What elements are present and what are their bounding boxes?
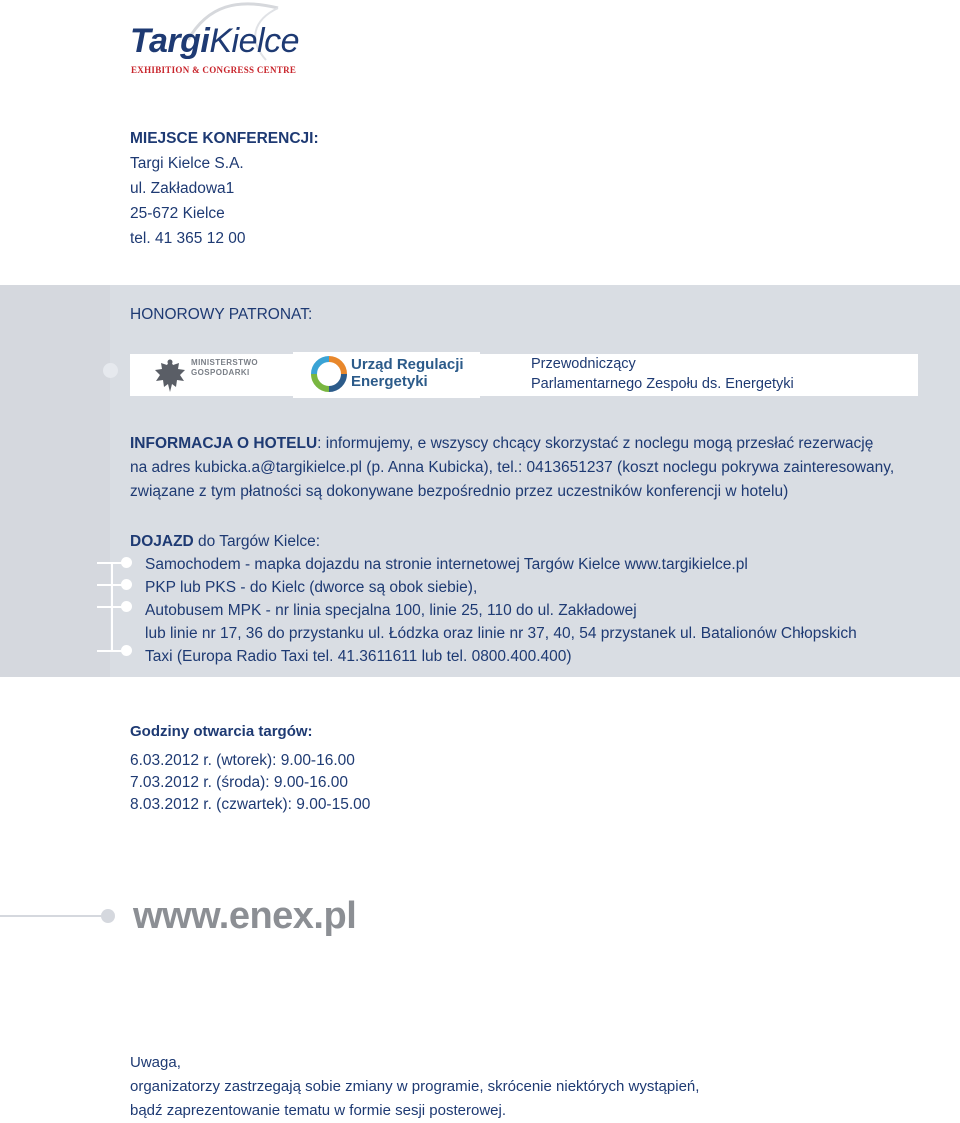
chairman-block [531,354,794,394]
venue-line: Targi Kielce S.A. [130,155,244,172]
venue-section [130,126,319,251]
note-line: bądź zaprezentowanie tematu w formie sesji posterowej. [130,1102,507,1119]
venue-line: 25-672 Kielce [130,205,225,222]
hours-line: 6.03.2012 r. (wtorek): 9.00-16.00 [130,752,355,769]
hours-heading: Godziny otwarcia targów: [130,723,313,740]
note-line: organizatorzy zastrzegają sobie zmiany w programie, skrócenie niektórych wystąpień, [130,1078,700,1095]
venue-line: ul. Zakładowa1 [130,180,235,197]
chairman-line: Parlamentarnego Zespołu ds. Energetyki [531,376,794,392]
venue-heading: MIEJSCE KONFERENCJI: [130,130,319,147]
hotel-info [130,432,930,504]
directions-label: DOJAZD [130,533,194,550]
patronat-heading: HONOROWY PATRONAT: [130,306,313,323]
ure-logo-line: Energetyki [351,373,428,390]
logo-subtitle: EXHIBITION & CONGRESS CENTRE [131,65,297,75]
hotel-text: związane z tym płatności są dokonywane bezpośrednio przez uczestników konferencji w hotelu) [130,483,789,500]
ure-logo-text [351,356,464,390]
directions-item: PKP lub PKS - do Kielc (dworce są obok siebie), [145,579,478,596]
directions-heading: do Targów Kielce: [193,533,321,550]
website-dot [101,909,115,923]
logo [130,20,299,62]
note-line: Uwaga, [130,1054,181,1071]
hotel-text: : informujemy, e wszyscy chcący skorzystać z noclegu mogą przesłać rezerwację [317,435,874,452]
logo-word-regular: Kielce [209,22,299,60]
website-rule [0,915,108,917]
chairman-line: Przewodniczący [531,356,636,372]
ministry-logo-line: GOSPODARKI [191,368,250,377]
directions-section [130,530,857,668]
ure-logo-line: Urząd Regulacji [351,356,464,373]
strip-bullet-dot [103,363,118,378]
directions-item: Samochodem - mapka dojazdu na stronie internetowej Targów Kielce www.targikielce.pl [145,556,748,573]
website-link[interactable]: www.enex.pl [133,895,357,937]
hours-line: 8.03.2012 r. (czwartek): 9.00-15.00 [130,796,371,813]
directions-item: Taxi (Europa Radio Taxi tel. 41.3611611 lub tel. 0800.400.400) [145,648,572,665]
ministry-logo-text [191,358,258,378]
ure-ring-icon [311,356,347,392]
directions-item: lub linie nr 17, 36 do przystanku ul. Łódzka oraz linie nr 37, 40, 54 przystanek ul. Batalionów Chłopskich [145,625,857,642]
logo-word-bold: Targi [130,22,210,60]
hotel-label: INFORMACJA O HOTELU [130,435,318,452]
note-section [130,1051,699,1123]
info-band-margin [0,285,110,677]
ministry-logo-line: MINISTERSTWO [191,358,259,367]
opening-hours [130,720,370,816]
hours-line: 7.03.2012 r. (środa): 9.00-16.00 [130,774,349,791]
directions-item: Autobusem MPK - nr linia specjalna 100, linie 25, 110 do ul. Zakładowej [145,602,637,619]
hotel-text: na adres kubicka.a@targikielce.pl (p. Anna Kubicka), tel.: 0413651237 (koszt noclegu pokrywa zainteresowany, [130,459,895,476]
venue-line: tel. 41 365 12 00 [130,230,246,247]
eagle-emblem-icon [152,357,188,395]
